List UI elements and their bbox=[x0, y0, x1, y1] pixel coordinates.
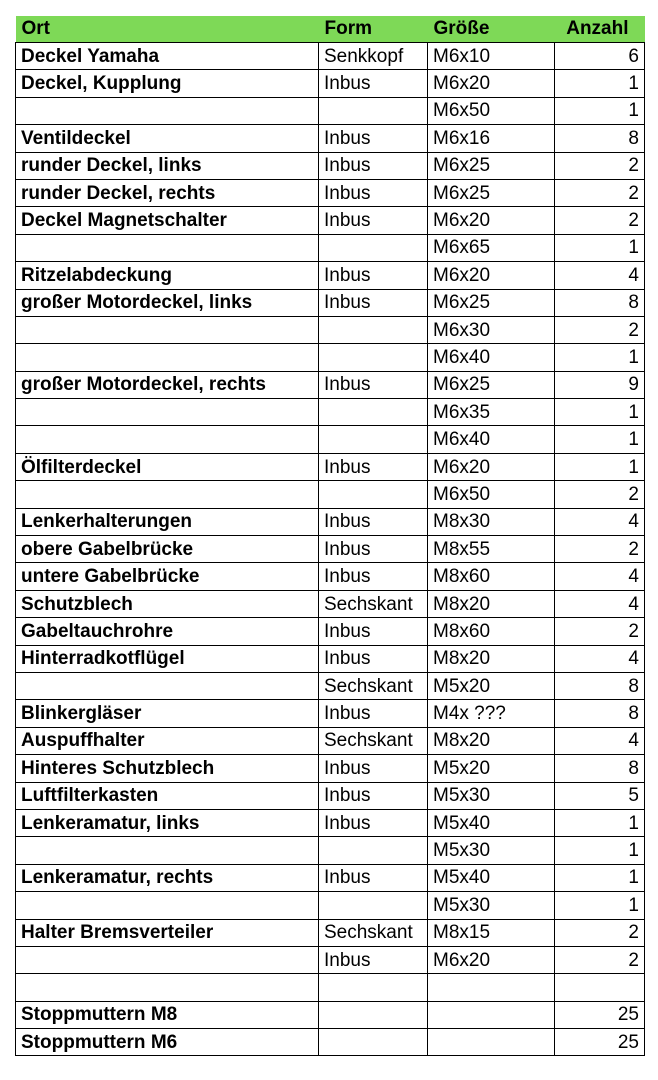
table-row bbox=[16, 152, 645, 179]
qty-cell: 4 bbox=[555, 645, 645, 672]
qty-cell: 4 bbox=[555, 563, 645, 590]
qty-cell: 5 bbox=[555, 782, 645, 809]
ort-cell: Ritzelabdeckung bbox=[16, 262, 319, 289]
size-cell: M4x ??? bbox=[428, 700, 555, 727]
size-cell: M6x35 bbox=[428, 399, 555, 426]
table-row bbox=[16, 563, 645, 590]
form-cell: Inbus bbox=[319, 645, 428, 672]
form-cell: Inbus bbox=[319, 207, 428, 234]
size-cell bbox=[428, 1001, 555, 1028]
form-cell: Inbus bbox=[319, 371, 428, 398]
table-body bbox=[16, 43, 645, 1056]
form-cell bbox=[319, 399, 428, 426]
table-row bbox=[16, 481, 645, 508]
qty-cell: 8 bbox=[555, 700, 645, 727]
ort-cell bbox=[16, 946, 319, 973]
qty-cell: 1 bbox=[555, 234, 645, 261]
table-row bbox=[16, 207, 645, 234]
ort-cell: Stoppmuttern M6 bbox=[16, 1029, 319, 1056]
ort-cell: Halter Bremsverteiler bbox=[16, 919, 319, 946]
qty-cell: 2 bbox=[555, 919, 645, 946]
table-row bbox=[16, 700, 645, 727]
size-cell: M5x40 bbox=[428, 809, 555, 836]
table-row bbox=[16, 590, 645, 617]
table-row bbox=[16, 672, 645, 699]
header-ort: Ort bbox=[16, 16, 319, 43]
form-cell bbox=[319, 892, 428, 919]
table-row bbox=[16, 399, 645, 426]
ort-cell: Gabeltauchrohre bbox=[16, 618, 319, 645]
form-cell: Inbus bbox=[319, 152, 428, 179]
ort-cell: Ölfilterdeckel bbox=[16, 453, 319, 480]
table-row bbox=[16, 179, 645, 206]
table-row bbox=[16, 1001, 645, 1028]
form-cell: Sechskant bbox=[319, 590, 428, 617]
ort-cell: großer Motordeckel, links bbox=[16, 289, 319, 316]
size-cell: M6x40 bbox=[428, 344, 555, 371]
form-cell bbox=[319, 974, 428, 1001]
form-cell bbox=[319, 234, 428, 261]
qty-cell: 2 bbox=[555, 316, 645, 343]
form-cell bbox=[319, 344, 428, 371]
size-cell: M6x25 bbox=[428, 371, 555, 398]
qty-cell: 25 bbox=[555, 1029, 645, 1056]
form-cell: Inbus bbox=[319, 563, 428, 590]
qty-cell: 2 bbox=[555, 179, 645, 206]
form-cell bbox=[319, 316, 428, 343]
table-row bbox=[16, 727, 645, 754]
qty-cell: 1 bbox=[555, 453, 645, 480]
header-row bbox=[16, 16, 645, 43]
qty-cell: 8 bbox=[555, 289, 645, 316]
form-cell: Inbus bbox=[319, 125, 428, 152]
table-row bbox=[16, 892, 645, 919]
qty-cell: 4 bbox=[555, 727, 645, 754]
qty-cell: 4 bbox=[555, 262, 645, 289]
form-cell: Inbus bbox=[319, 946, 428, 973]
table-row bbox=[16, 755, 645, 782]
table-row bbox=[16, 234, 645, 261]
size-cell: M5x40 bbox=[428, 864, 555, 891]
qty-cell: 1 bbox=[555, 97, 645, 124]
table-row bbox=[16, 289, 645, 316]
form-cell: Inbus bbox=[319, 536, 428, 563]
size-cell: M5x30 bbox=[428, 782, 555, 809]
qty-cell: 1 bbox=[555, 70, 645, 97]
header-size: Größe bbox=[428, 16, 555, 43]
size-cell bbox=[428, 974, 555, 1001]
ort-cell bbox=[16, 837, 319, 864]
size-cell: M8x30 bbox=[428, 508, 555, 535]
ort-cell bbox=[16, 672, 319, 699]
size-cell: M6x40 bbox=[428, 426, 555, 453]
form-cell bbox=[319, 97, 428, 124]
ort-cell: Schutzblech bbox=[16, 590, 319, 617]
size-cell bbox=[428, 1029, 555, 1056]
ort-cell bbox=[16, 974, 319, 1001]
size-cell: M5x20 bbox=[428, 755, 555, 782]
ort-cell: Deckel, Kupplung bbox=[16, 70, 319, 97]
size-cell: M6x25 bbox=[428, 179, 555, 206]
header-qty: Anzahl bbox=[555, 16, 645, 43]
ort-cell: Deckel Yamaha bbox=[16, 43, 319, 70]
size-cell: M8x55 bbox=[428, 536, 555, 563]
form-cell: Inbus bbox=[319, 70, 428, 97]
qty-cell: 1 bbox=[555, 426, 645, 453]
table-row bbox=[16, 809, 645, 836]
qty-cell: 2 bbox=[555, 152, 645, 179]
spreadsheet bbox=[15, 16, 645, 1056]
size-cell: M6x16 bbox=[428, 125, 555, 152]
ort-cell: untere Gabelbrücke bbox=[16, 563, 319, 590]
qty-cell: 2 bbox=[555, 481, 645, 508]
ort-cell bbox=[16, 892, 319, 919]
qty-cell: 1 bbox=[555, 809, 645, 836]
form-cell: Inbus bbox=[319, 864, 428, 891]
size-cell: M8x20 bbox=[428, 590, 555, 617]
table-row bbox=[16, 645, 645, 672]
size-cell: M6x65 bbox=[428, 234, 555, 261]
qty-cell: 1 bbox=[555, 864, 645, 891]
qty-cell bbox=[555, 974, 645, 1001]
ort-cell: Lenkerhalterungen bbox=[16, 508, 319, 535]
form-cell: Sechskant bbox=[319, 727, 428, 754]
size-cell: M6x20 bbox=[428, 207, 555, 234]
ort-cell: Deckel Magnetschalter bbox=[16, 207, 319, 234]
form-cell: Inbus bbox=[319, 782, 428, 809]
size-cell: M5x30 bbox=[428, 837, 555, 864]
form-cell: Inbus bbox=[319, 289, 428, 316]
form-cell: Inbus bbox=[319, 809, 428, 836]
table-row bbox=[16, 125, 645, 152]
ort-cell: Blinkergläser bbox=[16, 700, 319, 727]
size-cell: M8x20 bbox=[428, 645, 555, 672]
ort-cell: Stoppmuttern M8 bbox=[16, 1001, 319, 1028]
form-cell: Sechskant bbox=[319, 919, 428, 946]
ort-cell: obere Gabelbrücke bbox=[16, 536, 319, 563]
table-row bbox=[16, 97, 645, 124]
table-row bbox=[16, 426, 645, 453]
table-row bbox=[16, 1029, 645, 1056]
ort-cell: Luftfilterkasten bbox=[16, 782, 319, 809]
ort-cell bbox=[16, 316, 319, 343]
form-cell: Inbus bbox=[319, 700, 428, 727]
screw-table bbox=[15, 16, 645, 1056]
qty-cell: 6 bbox=[555, 43, 645, 70]
table-row bbox=[16, 837, 645, 864]
ort-cell bbox=[16, 234, 319, 261]
form-cell: Inbus bbox=[319, 453, 428, 480]
size-cell: M8x15 bbox=[428, 919, 555, 946]
form-cell bbox=[319, 837, 428, 864]
ort-cell bbox=[16, 426, 319, 453]
table-row bbox=[16, 344, 645, 371]
size-cell: M6x25 bbox=[428, 152, 555, 179]
ort-cell bbox=[16, 97, 319, 124]
form-cell: Senkkopf bbox=[319, 43, 428, 70]
table-row bbox=[16, 453, 645, 480]
table-row bbox=[16, 70, 645, 97]
qty-cell: 1 bbox=[555, 837, 645, 864]
size-cell: M6x20 bbox=[428, 262, 555, 289]
table-row bbox=[16, 946, 645, 973]
size-cell: M6x25 bbox=[428, 289, 555, 316]
form-cell bbox=[319, 1029, 428, 1056]
ort-cell: Ventildeckel bbox=[16, 125, 319, 152]
size-cell: M6x30 bbox=[428, 316, 555, 343]
table-row bbox=[16, 864, 645, 891]
table-row bbox=[16, 919, 645, 946]
form-cell: Inbus bbox=[319, 179, 428, 206]
form-cell: Sechskant bbox=[319, 672, 428, 699]
form-cell: Inbus bbox=[319, 755, 428, 782]
size-cell: M8x60 bbox=[428, 563, 555, 590]
qty-cell: 25 bbox=[555, 1001, 645, 1028]
qty-cell: 9 bbox=[555, 371, 645, 398]
qty-cell: 1 bbox=[555, 344, 645, 371]
ort-cell: runder Deckel, links bbox=[16, 152, 319, 179]
table-row bbox=[16, 262, 645, 289]
ort-cell bbox=[16, 344, 319, 371]
form-cell: Inbus bbox=[319, 618, 428, 645]
ort-cell: Lenkeramatur, links bbox=[16, 809, 319, 836]
size-cell: M6x20 bbox=[428, 70, 555, 97]
ort-cell bbox=[16, 399, 319, 426]
ort-cell: großer Motordeckel, rechts bbox=[16, 371, 319, 398]
ort-cell: Lenkeramatur, rechts bbox=[16, 864, 319, 891]
qty-cell: 1 bbox=[555, 399, 645, 426]
size-cell: M5x20 bbox=[428, 672, 555, 699]
size-cell: M6x20 bbox=[428, 453, 555, 480]
qty-cell: 8 bbox=[555, 755, 645, 782]
table-row bbox=[16, 316, 645, 343]
size-cell: M6x50 bbox=[428, 481, 555, 508]
table-row bbox=[16, 43, 645, 70]
form-cell bbox=[319, 1001, 428, 1028]
qty-cell: 8 bbox=[555, 672, 645, 699]
table-row bbox=[16, 371, 645, 398]
ort-cell: Hinterradkotflügel bbox=[16, 645, 319, 672]
form-cell: Inbus bbox=[319, 508, 428, 535]
ort-cell: Auspuffhalter bbox=[16, 727, 319, 754]
size-cell: M8x60 bbox=[428, 618, 555, 645]
form-cell: Inbus bbox=[319, 262, 428, 289]
ort-cell bbox=[16, 481, 319, 508]
form-cell bbox=[319, 481, 428, 508]
table-row bbox=[16, 782, 645, 809]
size-cell: M6x20 bbox=[428, 946, 555, 973]
table-row bbox=[16, 508, 645, 535]
size-cell: M6x10 bbox=[428, 43, 555, 70]
table-row bbox=[16, 618, 645, 645]
qty-cell: 4 bbox=[555, 590, 645, 617]
ort-cell: runder Deckel, rechts bbox=[16, 179, 319, 206]
qty-cell: 1 bbox=[555, 892, 645, 919]
qty-cell: 2 bbox=[555, 207, 645, 234]
table-row bbox=[16, 536, 645, 563]
qty-cell: 8 bbox=[555, 125, 645, 152]
table-row bbox=[16, 974, 645, 1001]
qty-cell: 2 bbox=[555, 618, 645, 645]
size-cell: M8x20 bbox=[428, 727, 555, 754]
header-form: Form bbox=[319, 16, 428, 43]
qty-cell: 2 bbox=[555, 946, 645, 973]
size-cell: M6x50 bbox=[428, 97, 555, 124]
qty-cell: 4 bbox=[555, 508, 645, 535]
qty-cell: 2 bbox=[555, 536, 645, 563]
ort-cell: Hinteres Schutzblech bbox=[16, 755, 319, 782]
size-cell: M5x30 bbox=[428, 892, 555, 919]
form-cell bbox=[319, 426, 428, 453]
